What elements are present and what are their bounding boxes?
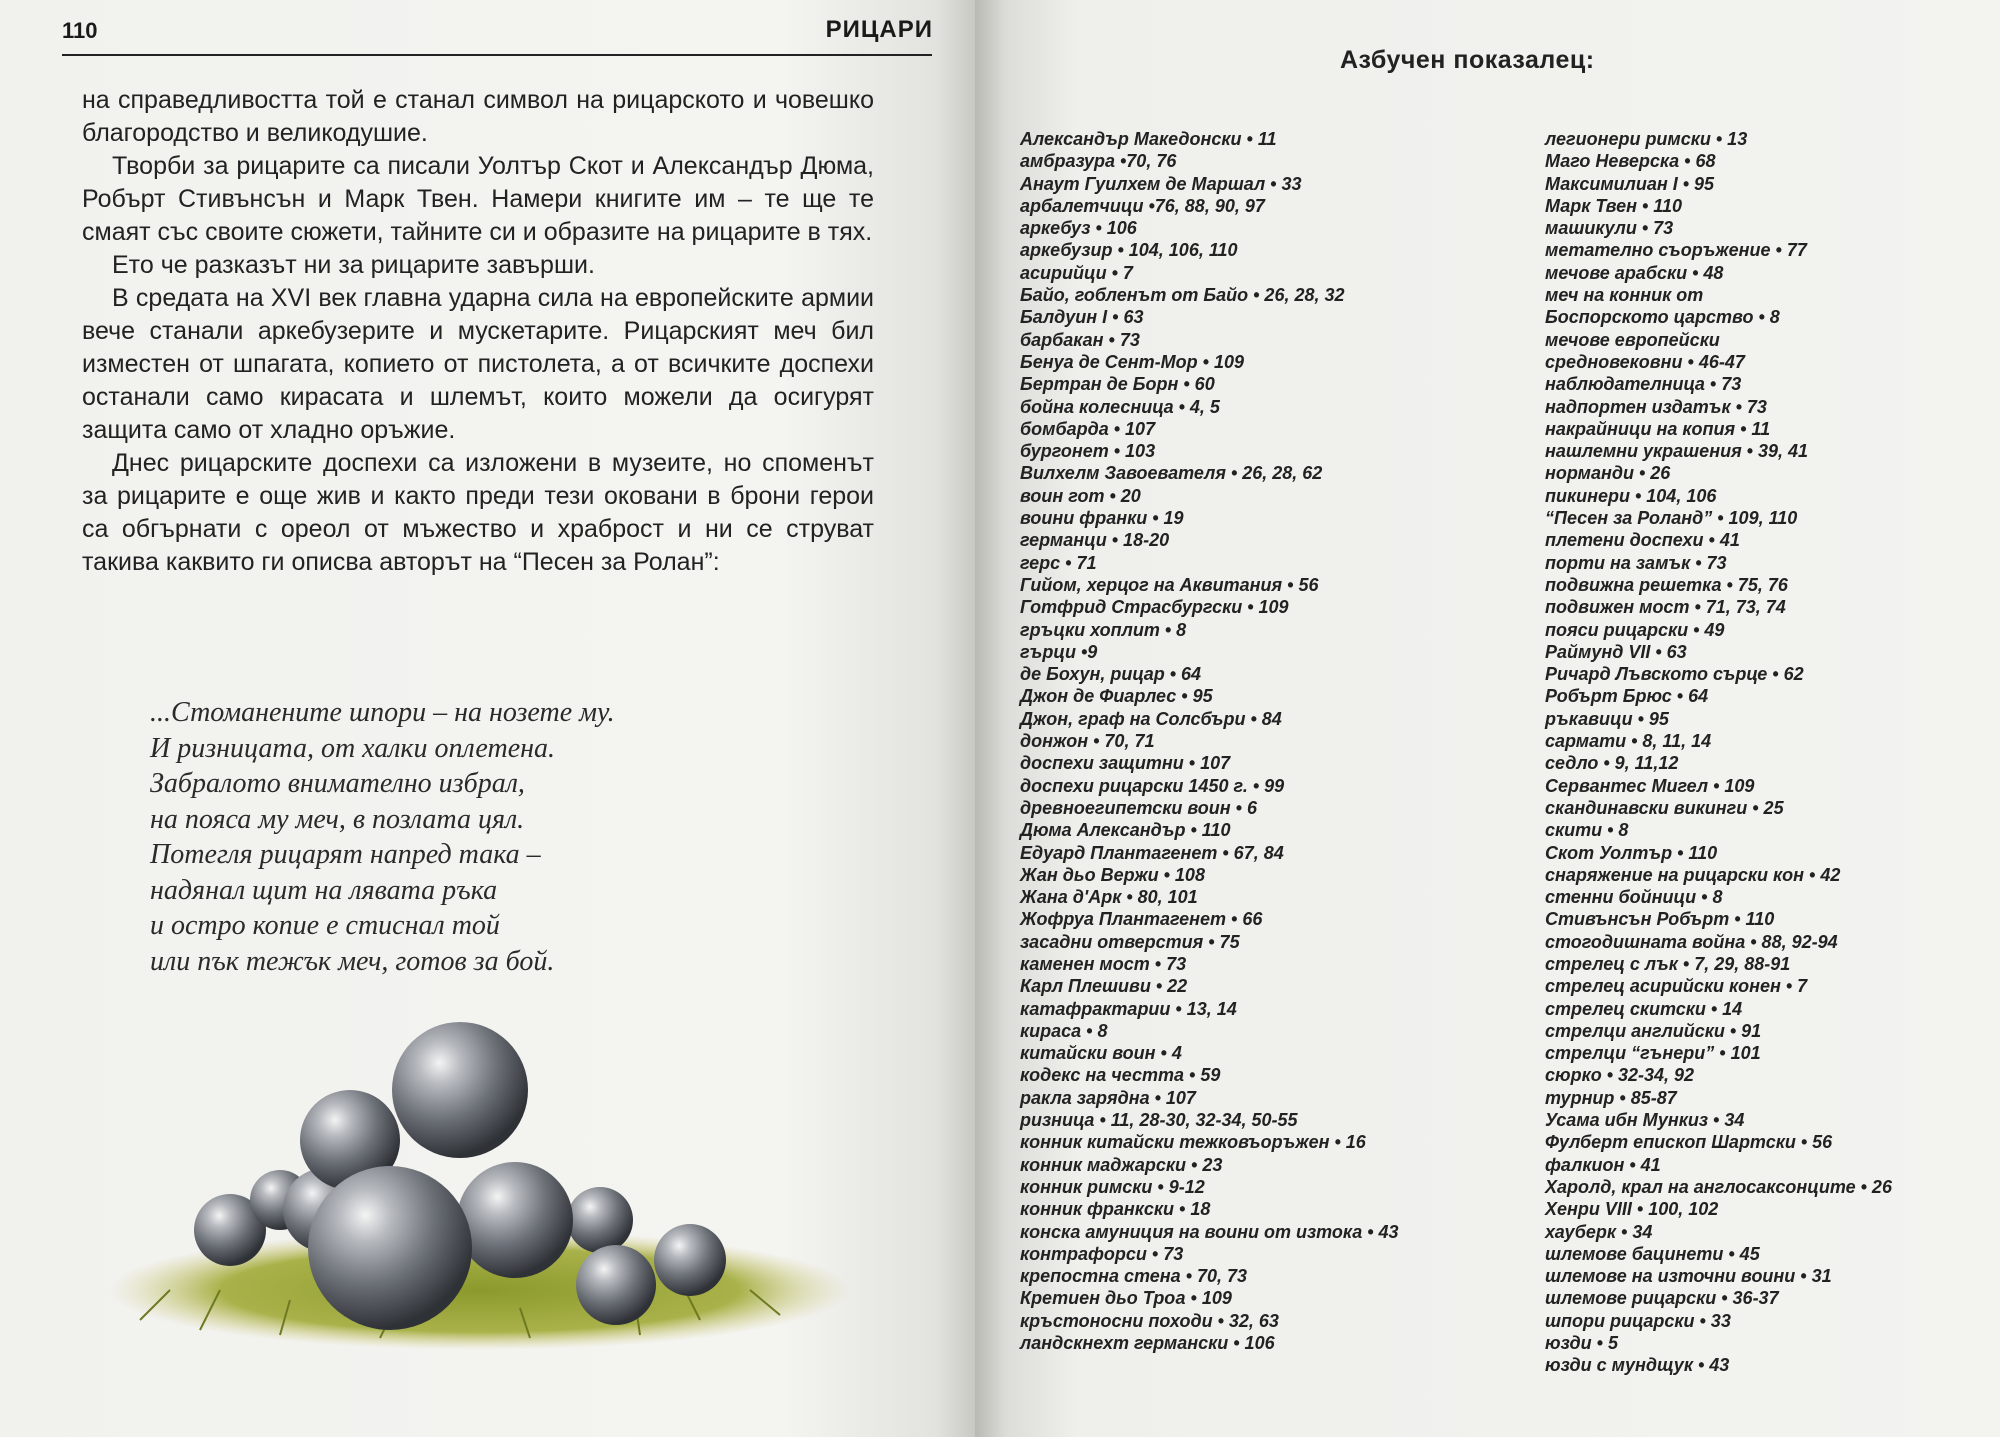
index-entry: Сервантес Мигел • 109: [1545, 775, 1755, 796]
index-entry: нашлемни украшения • 39, 41: [1545, 441, 1809, 462]
index-entry: ландскнехт германски • 106: [1020, 1333, 1275, 1354]
index-entry: стрелец асирийски конен • 7: [1545, 976, 1808, 997]
index-entry: контрафорси • 73: [1020, 1243, 1184, 1264]
index-entry: арбалетчици •76, 88, 90, 97: [1020, 195, 1265, 216]
index-entry: бойна колесница • 4, 5: [1020, 396, 1220, 417]
index-entry: Харолд, крал на англосаксонците • 26: [1545, 1176, 1892, 1197]
paragraph: В средата на XVI век главна ударна сила на европейските армии вече станали аркебузерите и мускетарите. Рицарският меч бил изместен от шпагата, копието от пистолета, а от всичките доспехи останали само кирасата и шлемът, които можели да осигурят защита само от хладно оръжие.: [82, 284, 874, 444]
index-entry: воини франки • 19: [1020, 508, 1184, 529]
index-entry: Стивънсън Робърт • 110: [1545, 909, 1775, 930]
index-entry: Раймунд VII • 63: [1545, 641, 1687, 662]
poem-line: надянал щит на лявата ръка: [150, 874, 498, 906]
index-entry: Скот Уолтър • 110: [1545, 842, 1718, 863]
index-entry: конник маджарски • 23: [1020, 1154, 1223, 1175]
cannonball: [567, 1187, 633, 1253]
poem-line: Потегля рицарят напред така –: [150, 839, 541, 870]
index-entry: шлемове рицарски • 36-37: [1545, 1288, 1779, 1309]
index-entry: мечове арабски • 48: [1545, 262, 1724, 283]
index-entry: седло • 9, 11,12: [1545, 753, 1679, 774]
index-entry: кираса • 8: [1020, 1020, 1108, 1041]
index-entry: Жана д'Арк • 80, 101: [1020, 887, 1198, 908]
poem-line: на пояса му меч, в позлата цял.: [150, 803, 525, 835]
index-entry: плетени доспехи • 41: [1545, 530, 1740, 551]
index-entry: Джон де Фиарлес • 95: [1020, 686, 1213, 707]
index-entry: Байо, гобленът от Байо • 26, 28, 32: [1020, 285, 1345, 306]
body-text: [82, 84, 874, 579]
index-entry: ризница • 11, 28-30, 32-34, 50-55: [1020, 1110, 1298, 1131]
cannonballs-illustration: [80, 1020, 860, 1350]
index-entry: Усама ибн Мункиз • 34: [1545, 1110, 1745, 1131]
index-entry: Бенуа де Сент-Мор • 109: [1020, 351, 1244, 372]
index-entry: барбакан • 73: [1020, 329, 1140, 350]
index-entry: стенни бойници • 8: [1545, 887, 1723, 908]
index-entry: германци • 18-20: [1020, 530, 1170, 551]
index-entry: Фулберт епископ Шартски • 56: [1545, 1132, 1833, 1153]
index-entry: фалкион • 41: [1545, 1154, 1661, 1175]
paragraph: Ето че разказът ни за рицарите завърши.: [112, 251, 595, 279]
index-entry: Вилхелм Завоевателя • 26, 28, 62: [1020, 463, 1323, 484]
index-entry: воин гот • 20: [1020, 485, 1141, 506]
index-entry: стрелци “гънери” • 101: [1545, 1043, 1761, 1064]
poem-line: Забралото внимателно избрал,: [150, 768, 525, 799]
index-entry: гърци •9: [1020, 641, 1098, 662]
index-entry: пояси рицарски • 49: [1545, 619, 1725, 640]
index-entry: турнир • 85-87: [1545, 1087, 1677, 1108]
index-entry: конник римски • 9-12: [1020, 1176, 1205, 1197]
index-entry: Бертран де Борн • 60: [1020, 374, 1215, 395]
index-entry: герс • 71: [1020, 552, 1097, 573]
index-entry: юзди • 5: [1545, 1333, 1618, 1354]
index-entry: стогодишната война • 88, 92-94: [1545, 931, 1838, 952]
index-entry: каменен мост • 73: [1020, 953, 1187, 974]
index-entry: доспехи защитни • 107: [1020, 753, 1231, 774]
index-entry: пикинери • 104, 106: [1545, 485, 1717, 506]
index-entry: Готфрид Страсбургски • 109: [1020, 597, 1289, 618]
index-entry: Маго Неверска • 68: [1545, 151, 1716, 172]
index-entry: Робърт Брюс • 64: [1545, 686, 1709, 707]
cannonball: [576, 1245, 656, 1325]
index-entry: стрелец с лък • 7, 29, 88-91: [1545, 953, 1791, 974]
index-entry: конска амуниция на воини от изтока • 43: [1020, 1221, 1399, 1242]
index-entry: Боспорското царство • 8: [1545, 307, 1780, 328]
index-entry: Джон, граф на Солсбъри • 84: [1020, 708, 1282, 729]
index-entry: конник франкски • 18: [1020, 1199, 1211, 1220]
index-entry: шпори рицарски • 33: [1545, 1310, 1731, 1331]
index-column-1: [1020, 128, 1490, 1354]
index-entry: снаряжение на рицарски кон • 42: [1545, 864, 1841, 885]
index-entry: Хенри VIII • 100, 102: [1545, 1199, 1719, 1220]
index-entry: Ричард Лъвското сърце • 62: [1545, 664, 1804, 685]
index-entry: аркебуз • 106: [1020, 218, 1137, 239]
index-entry: норманди • 26: [1545, 463, 1671, 484]
index-entry: скандинавски викинги • 25: [1545, 797, 1784, 818]
index-entry: меч на конник от: [1545, 285, 1704, 306]
index-entry: стрелци английски • 91: [1545, 1020, 1762, 1041]
poem-line: ...Стоманените шпори – на нозете му.: [150, 697, 615, 728]
cannonball: [654, 1224, 726, 1296]
index-entry: крепостна стена • 70, 73: [1020, 1266, 1248, 1287]
index-entry: скити • 8: [1545, 820, 1629, 841]
right-page: [975, 0, 2000, 1437]
index-entry: Едуард Плантагенет • 67, 84: [1020, 842, 1284, 863]
index-entry: наблюдателница • 73: [1545, 374, 1742, 395]
index-entry: порти на замък • 73: [1545, 552, 1727, 573]
index-entry: засадни отверстия • 75: [1020, 931, 1240, 952]
index-entry: сюрко • 32-34, 92: [1545, 1065, 1695, 1086]
poem-line: или пък тежък меч, готов за бой.: [150, 945, 555, 977]
poem-line: и остро копие е стиснал той: [150, 910, 500, 941]
index-entry: метателно съоръжение • 77: [1545, 240, 1807, 261]
index-entry: древноегипетски воин • 6: [1020, 797, 1257, 818]
index-entry: мечове европейски: [1545, 329, 1720, 350]
index-entry: амбразура •70, 76: [1020, 151, 1177, 172]
poem-line: И ризницата, от халки оплетена.: [150, 732, 556, 764]
index-entry: ръкавици • 95: [1545, 708, 1669, 729]
index-entry: сармати • 8, 11, 14: [1545, 731, 1712, 752]
index-entry: донжон • 70, 71: [1020, 731, 1155, 752]
index-entry: машикули • 73: [1545, 218, 1674, 239]
index-entry: Гийом, херцог на Аквитания • 56: [1020, 574, 1319, 595]
index-entry: бургонет • 103: [1020, 441, 1156, 462]
index-entry: де Бохун, рицар • 64: [1020, 664, 1202, 685]
index-entry: гръцки хоплит • 8: [1020, 619, 1187, 640]
index-entry: катафрактарии • 13, 14: [1020, 998, 1237, 1019]
index-entry: легионери римски • 13: [1545, 129, 1748, 149]
index-entry: Карл Плешиви • 22: [1020, 976, 1188, 997]
header-rule: [62, 54, 932, 56]
index-entry: “Песен за Роланд” • 109, 110: [1545, 508, 1798, 529]
paragraph: на справедливостта той е станал символ на рицарското и човешко благородство и великодушие.: [82, 86, 874, 147]
page-number: 110: [62, 18, 98, 43]
index-entry: стрелец скитски • 14: [1545, 998, 1743, 1019]
index-entry: шлемове бацинети • 45: [1545, 1243, 1760, 1264]
index-entry: юзди с мундщук • 43: [1545, 1355, 1730, 1376]
index-entry: кодекс на честта • 59: [1020, 1065, 1221, 1086]
index-entry: Анаут Гуилхем де Маршал • 33: [1020, 173, 1302, 194]
index-entry: Максимилиан I • 95: [1545, 173, 1715, 194]
index-entry: подвижна решетка • 75, 76: [1545, 574, 1788, 595]
index-entry: накрайници на копия • 11: [1545, 418, 1771, 439]
running-title: РИЦАРИ: [825, 16, 933, 43]
paragraph: Творби за рицарите са писали Уолтър Скот и Александър Дюма, Робърт Стивънсън и Марк Твен. Намери книгите им – те ще те смаят със своите сюжети, тайните си и образите на рицарите в тях.: [82, 152, 874, 246]
index-column-2: [1545, 128, 1995, 1377]
cannonball: [308, 1166, 472, 1330]
index-entry: аркебузир • 104, 106, 110: [1020, 240, 1238, 261]
cannonball: [392, 1022, 528, 1158]
index-entry: Балдуин I • 63: [1020, 307, 1144, 328]
index-entry: асирийци • 7: [1020, 262, 1133, 283]
left-page: [0, 0, 975, 1437]
index-entry: Марк Твен • 110: [1545, 195, 1682, 216]
index-entry: надпортен издатък • 73: [1545, 396, 1767, 417]
index-title: Азбучен показалец:: [1340, 46, 1595, 74]
index-entry: подвижен мост • 71, 73, 74: [1545, 597, 1786, 618]
index-entry: шлемове на източни воини • 31: [1545, 1266, 1832, 1287]
index-entry: Жофруа Плантагенет • 66: [1020, 909, 1263, 930]
index-entry: конник китайски тежковъоръжен • 16: [1020, 1132, 1366, 1153]
index-entry: Кретиен дьо Троа • 109: [1020, 1288, 1232, 1309]
index-entry: Жан дьо Вержи • 108: [1020, 864, 1205, 885]
index-entry: Александър Македонски • 11: [1020, 129, 1277, 149]
index-entry: Дюма Александър • 110: [1020, 820, 1231, 841]
index-entry: китайски воин • 4: [1020, 1043, 1182, 1064]
index-entry: ракла зарядна • 107: [1020, 1087, 1196, 1108]
paragraph: Днес рицарските доспехи са изложени в музеите, но споменът за рицарите е още жив и както преди тези оковани в брони герои са обгърнати с ореол от мъжество и храброст и ни се струват такива каквито ги описва авторът на “Песен за Ролан”:: [82, 449, 874, 576]
poem: [150, 695, 615, 979]
index-entry: кръстоносни походи • 32, 63: [1020, 1310, 1279, 1331]
index-entry: хауберк • 34: [1545, 1221, 1653, 1242]
cannonball: [457, 1162, 573, 1278]
index-entry: доспехи рицарски 1450 г. • 99: [1020, 775, 1285, 796]
index-entry: бомбарда • 107: [1020, 418, 1156, 439]
index-entry: средновековни • 46-47: [1545, 351, 1745, 372]
